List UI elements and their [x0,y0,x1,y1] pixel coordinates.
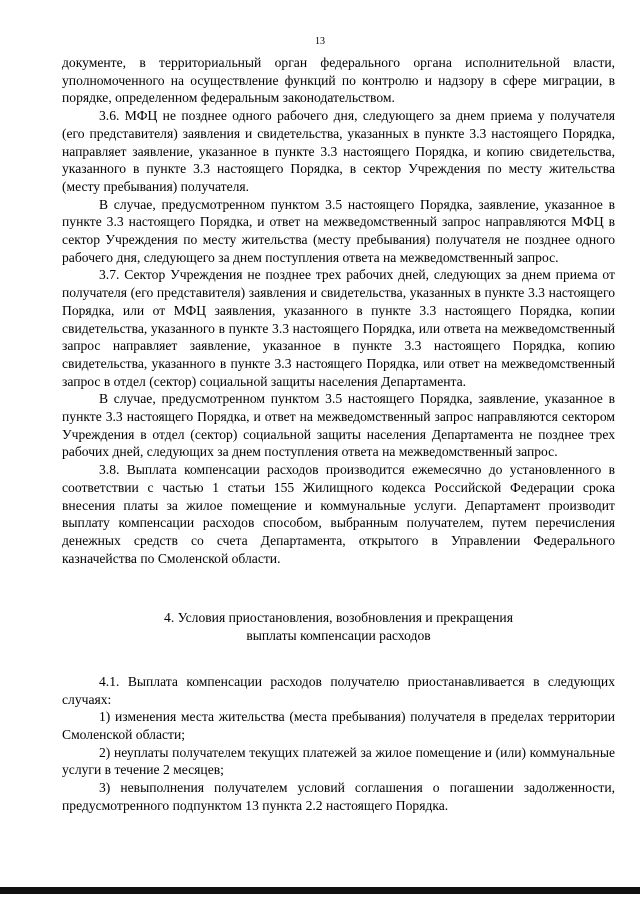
list-item-1: 1) изменения места жительства (места пребывания) получателя в пределах территории Смоленской области; [62,709,615,742]
page-number: 13 [315,36,325,47]
section-heading-line-2: выплаты компенсации расходов [246,628,431,644]
paragraph-3-8: 3.8. Выплата компенсации расходов производится ежемесячно до установленного в соответствии с частью 1 статьи 155 Жилищного кодекса Российской Федерации срока внесения платы за жилое помещение и коммунальные услуги. Департамент производит выплату компенсации расходов способом, выбранным получателем, путем перечисления денежных средств со счета Департамента, открытого в Управлении Федерального казначейства по Смоленской области. [62,462,615,566]
list-item-2: 2) неуплаты получателем текущих платежей за жилое помещение и (или) коммунальные услуги в течение 2 месяцев; [62,744,615,778]
paragraph-3-6-case: В случае, предусмотренном пунктом 3.5 настоящего Порядка, заявление, указанное в пункте 3.3 настоящего Порядка, и ответ на межведомственный запрос направляются МФЦ в сектор Учреждения по месту жительства (месту пребывания) получателя не позднее одного рабочего дня, следующего за днем поступления ответа на межведомственный запрос. [62,196,615,265]
paragraph-3-6: 3.6. МФЦ не позднее одного рабочего дня, следующего за днем приема у получателя (его представителя) заявления и свидетельства, указанных в пункте 3.3 настоящего Порядка, направляет заявление, указанное в пункте 3.3 настоящего Порядка, и копию свидетельства, указанного в пункте 3.3 настоящего Порядка, в сектор Учреждения по месту жительства (месту пребывания) получателя. [62,108,615,194]
list-item-3: 3) невыполнения получателем условий соглашения о погашении задолженности, предусмотренного подпунктом 13 пункта 2.2 настоящего Порядка. [62,780,615,813]
paragraph-3-7: 3.7. Сектор Учреждения не позднее трех рабочих дней, следующих за днем приема от получателя (его представителя) заявления и свидетельства, указанных в пункте 3.3 настоящего Порядка, или от МФЦ заявления, указанного в пункте 3.3 настоящего Порядка, копии свидетельства, указанного в пункте 3.3 настоящего Порядка, или ответа на межведомственный запрос направляет заявление, указанное в пункте 3.3 настоящего Порядка, копию свидетельства, указанного в пункте 3.3 настоящего Порядка, или ответ на межведомственный запрос в отдел (сектор) социальной защиты населения Департамента. [62,267,615,389]
section-heading-line-1: 4. Условия приостановления, возобновления и прекращения [164,610,513,626]
section-heading [62,609,615,644]
paragraph-continuation: документе, в территориальный орган федерального органа исполнительной власти, уполномоченного на осуществление функций по контролю и надзору в сфере миграции, в порядке, определенном федеральным законодательством. [62,55,615,106]
document-body [62,54,615,814]
paragraph-4-1: 4.1. Выплата компенсации расходов получателю приостанавливается в следующих случаях: [62,673,615,707]
bottom-scan-border [0,887,640,894]
paragraph-3-7-case: В случае, предусмотренном пунктом 3.5 настоящего Порядка, заявление, указанное в пункте 3.3 настоящего Порядка, и ответ на межведомственный запрос направляются сектором Учреждения в отдел (сектор) социальной защиты населения Департамента не позднее трех рабочих дней, следующих за днем поступления ответа на межведомственный запрос. [62,391,615,460]
